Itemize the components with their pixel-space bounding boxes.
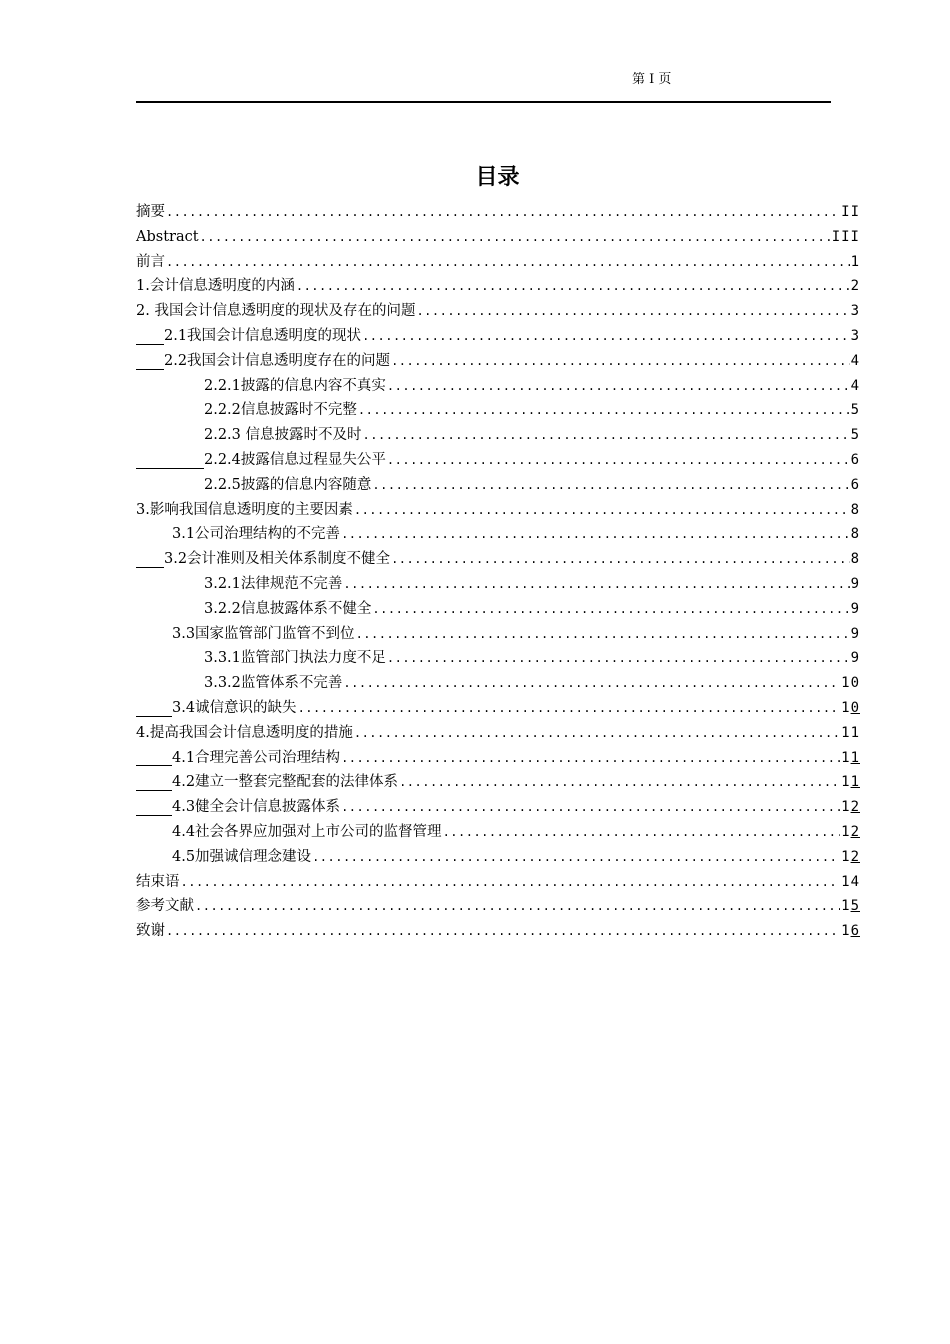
toc-page-number: 3	[850, 303, 860, 320]
toc-leader-dots	[312, 845, 840, 870]
header-rule	[136, 101, 831, 103]
toc-entry-label: 摘要	[136, 204, 165, 220]
toc-entry[interactable]	[136, 646, 860, 671]
toc-leader-dots	[363, 423, 850, 448]
toc-entry[interactable]	[136, 274, 860, 299]
toc-entry[interactable]	[136, 448, 860, 473]
toc-entry[interactable]	[136, 746, 860, 771]
toc-entry-label: 3.2.1法律规范不完善	[204, 575, 343, 592]
page-header-label: 第 I 页	[632, 72, 672, 87]
toc-leader-dots	[387, 646, 850, 671]
toc-entry[interactable]	[136, 820, 860, 845]
toc-entry[interactable]	[136, 845, 860, 870]
toc-entry[interactable]	[136, 795, 860, 820]
toc-entry[interactable]	[136, 919, 860, 944]
toc-entry[interactable]	[136, 547, 860, 572]
toc-indent	[136, 353, 164, 370]
toc-entry[interactable]	[136, 349, 860, 374]
toc-leader-dots	[343, 671, 840, 696]
toc-page-number: 5	[850, 402, 860, 419]
toc-page-number: 10	[841, 675, 860, 692]
toc-page-number: 9	[850, 650, 860, 667]
toc-page-number: 8	[850, 501, 860, 518]
toc-leader-dots	[362, 324, 850, 349]
toc-leader-dots	[166, 250, 850, 275]
toc-entry[interactable]	[136, 770, 860, 795]
toc-entry-label: 结束语	[136, 873, 180, 890]
toc-page-number: 16	[841, 923, 860, 940]
toc-entry-label: 2.2.4披露信息过程显失公平	[204, 451, 386, 468]
toc-entry-label: 3.2.2信息披露体系不健全	[204, 600, 372, 617]
toc-leader-dots	[298, 696, 841, 721]
toc-entry-label: 2.2.5披露的信息内容随意	[204, 476, 372, 493]
toc-leader-dots	[343, 572, 849, 597]
toc-leader-dots	[166, 200, 840, 225]
toc-entry-label: 3.3.2监管体系不完善	[204, 675, 343, 692]
toc-entry-label: 3.3.1监管部门执法力度不足	[204, 650, 386, 667]
toc-leader-dots	[372, 597, 849, 622]
toc-page-number: 3	[850, 327, 860, 344]
toc-page-number: 6	[850, 476, 860, 493]
toc-entry-label: 3.影响我国信息透明度的主要因素	[136, 501, 353, 518]
toc-indent	[136, 551, 164, 568]
toc-page-number: 9	[850, 600, 860, 617]
toc-entry-label: 2.2.3 信息披露时不及时	[204, 427, 362, 444]
toc-leader-dots	[341, 746, 840, 771]
toc-entry-label: 4.1合理完善公司治理结构	[172, 749, 341, 766]
toc-entry[interactable]	[136, 721, 860, 746]
toc-page-number: 5	[850, 427, 860, 444]
toc-entry[interactable]	[136, 622, 860, 647]
toc-page-number: 11	[841, 724, 860, 741]
toc-page-number: 6	[850, 451, 860, 468]
toc-entry-label: 参考文献	[136, 898, 194, 915]
toc-entry-label: 3.1公司治理结构的不完善	[172, 526, 341, 543]
toc-entry-label: Abstract	[136, 228, 199, 245]
toc-page-number: 11	[841, 749, 860, 766]
toc-page-number: III	[831, 228, 860, 245]
toc-entry-label: 4.5加强诚信理念建设	[172, 848, 312, 865]
toc-page-number: 2	[850, 278, 860, 295]
toc-entry-label: 1.会计信息透明度的内涵	[136, 278, 295, 295]
toc-indent	[136, 799, 172, 816]
toc-title: 目录	[475, 165, 520, 190]
toc-leader-dots	[200, 225, 831, 250]
toc-indent	[136, 328, 164, 345]
toc-entry-label: 3.4诚信意识的缺失	[172, 699, 297, 716]
toc-entry-label: 3.3国家监管部门监管不到位	[172, 625, 355, 642]
toc-leader-dots	[341, 522, 850, 547]
toc-leader-dots	[387, 374, 850, 399]
toc-entry[interactable]	[136, 597, 860, 622]
toc-page-number: 10	[841, 699, 860, 716]
toc-leader-dots	[195, 894, 840, 919]
toc-leader-dots	[358, 398, 850, 423]
toc-leader-dots	[296, 274, 850, 299]
toc-page-number: 15	[841, 898, 860, 915]
toc-entry[interactable]	[136, 870, 860, 895]
toc-entry[interactable]	[136, 299, 860, 324]
toc-page-number: 4	[850, 377, 860, 394]
toc-entry[interactable]	[136, 522, 860, 547]
toc-entry[interactable]	[136, 671, 860, 696]
toc-indent	[136, 774, 172, 791]
toc-entry-label: 2.2.2信息披露时不完整	[204, 402, 357, 419]
toc-entry-label: 致谢	[136, 923, 165, 940]
toc-page-number: 9	[850, 625, 860, 642]
toc-leader-dots	[391, 547, 850, 572]
toc-entry[interactable]	[136, 894, 860, 919]
toc-entry-label: 4.4社会各界应加强对上市公司的监督管理	[172, 823, 442, 840]
toc-entry[interactable]	[136, 423, 860, 448]
toc-page-number: 12	[841, 823, 860, 840]
toc-entry-label: 2. 我国会计信息透明度的现状及存在的问题	[136, 303, 416, 320]
toc-page-number: II	[841, 204, 860, 220]
toc-leader-dots	[166, 919, 840, 944]
toc-leader-dots	[181, 870, 841, 895]
toc-page-number: 8	[850, 526, 860, 543]
toc-leader-dots	[372, 473, 849, 498]
toc-entry[interactable]	[136, 696, 860, 721]
toc-entry[interactable]	[136, 398, 860, 423]
toc-leader-dots	[443, 820, 841, 845]
toc-leader-dots	[416, 299, 849, 324]
toc-leader-dots	[356, 622, 850, 647]
toc-entry[interactable]	[136, 200, 860, 225]
toc-entry[interactable]	[136, 473, 860, 498]
toc-page-number: 4	[850, 352, 860, 369]
toc-leader-dots	[354, 721, 840, 746]
toc-entry-label: 2.2我国会计信息透明度存在的问题	[164, 352, 391, 369]
toc-entry-label: 前言	[136, 253, 165, 270]
toc-leader-dots	[341, 795, 840, 820]
toc-entry-label: 4.3健全会计信息披露体系	[172, 799, 341, 816]
toc-entry[interactable]	[136, 498, 860, 523]
toc-page-number: 8	[850, 551, 860, 568]
toc-page-number: 12	[841, 848, 860, 865]
toc-entry-label: 4.提高我国会计信息透明度的措施	[136, 724, 353, 741]
toc-page-number: 11	[841, 774, 860, 791]
toc-entry[interactable]	[136, 250, 860, 275]
toc-leader-dots	[387, 448, 850, 473]
toc-page-number: 12	[841, 799, 860, 816]
toc-entry[interactable]	[136, 324, 860, 349]
toc-page-number: 9	[850, 575, 860, 592]
toc-indent	[136, 700, 172, 717]
toc-indent	[136, 749, 172, 766]
toc-entry[interactable]	[136, 225, 860, 250]
toc-entry-label: 2.1我国会计信息透明度的现状	[164, 327, 362, 344]
toc-entry[interactable]	[136, 572, 860, 597]
toc-leader-dots	[354, 498, 850, 523]
toc-entry[interactable]	[136, 374, 860, 399]
toc-entry-label: 2.2.1披露的信息内容不真实	[204, 377, 386, 394]
toc-page-number: 1	[850, 253, 860, 270]
toc-entry-label: 3.2会计准则及相关体系制度不健全	[164, 551, 391, 568]
toc-entry-label: 4.2建立一整套完整配套的法律体系	[172, 774, 399, 791]
toc-page-number: 14	[841, 873, 860, 890]
toc-leader-dots	[391, 349, 850, 374]
table-of-contents	[136, 200, 860, 944]
toc-leader-dots	[399, 770, 840, 795]
toc-indent	[136, 452, 204, 469]
